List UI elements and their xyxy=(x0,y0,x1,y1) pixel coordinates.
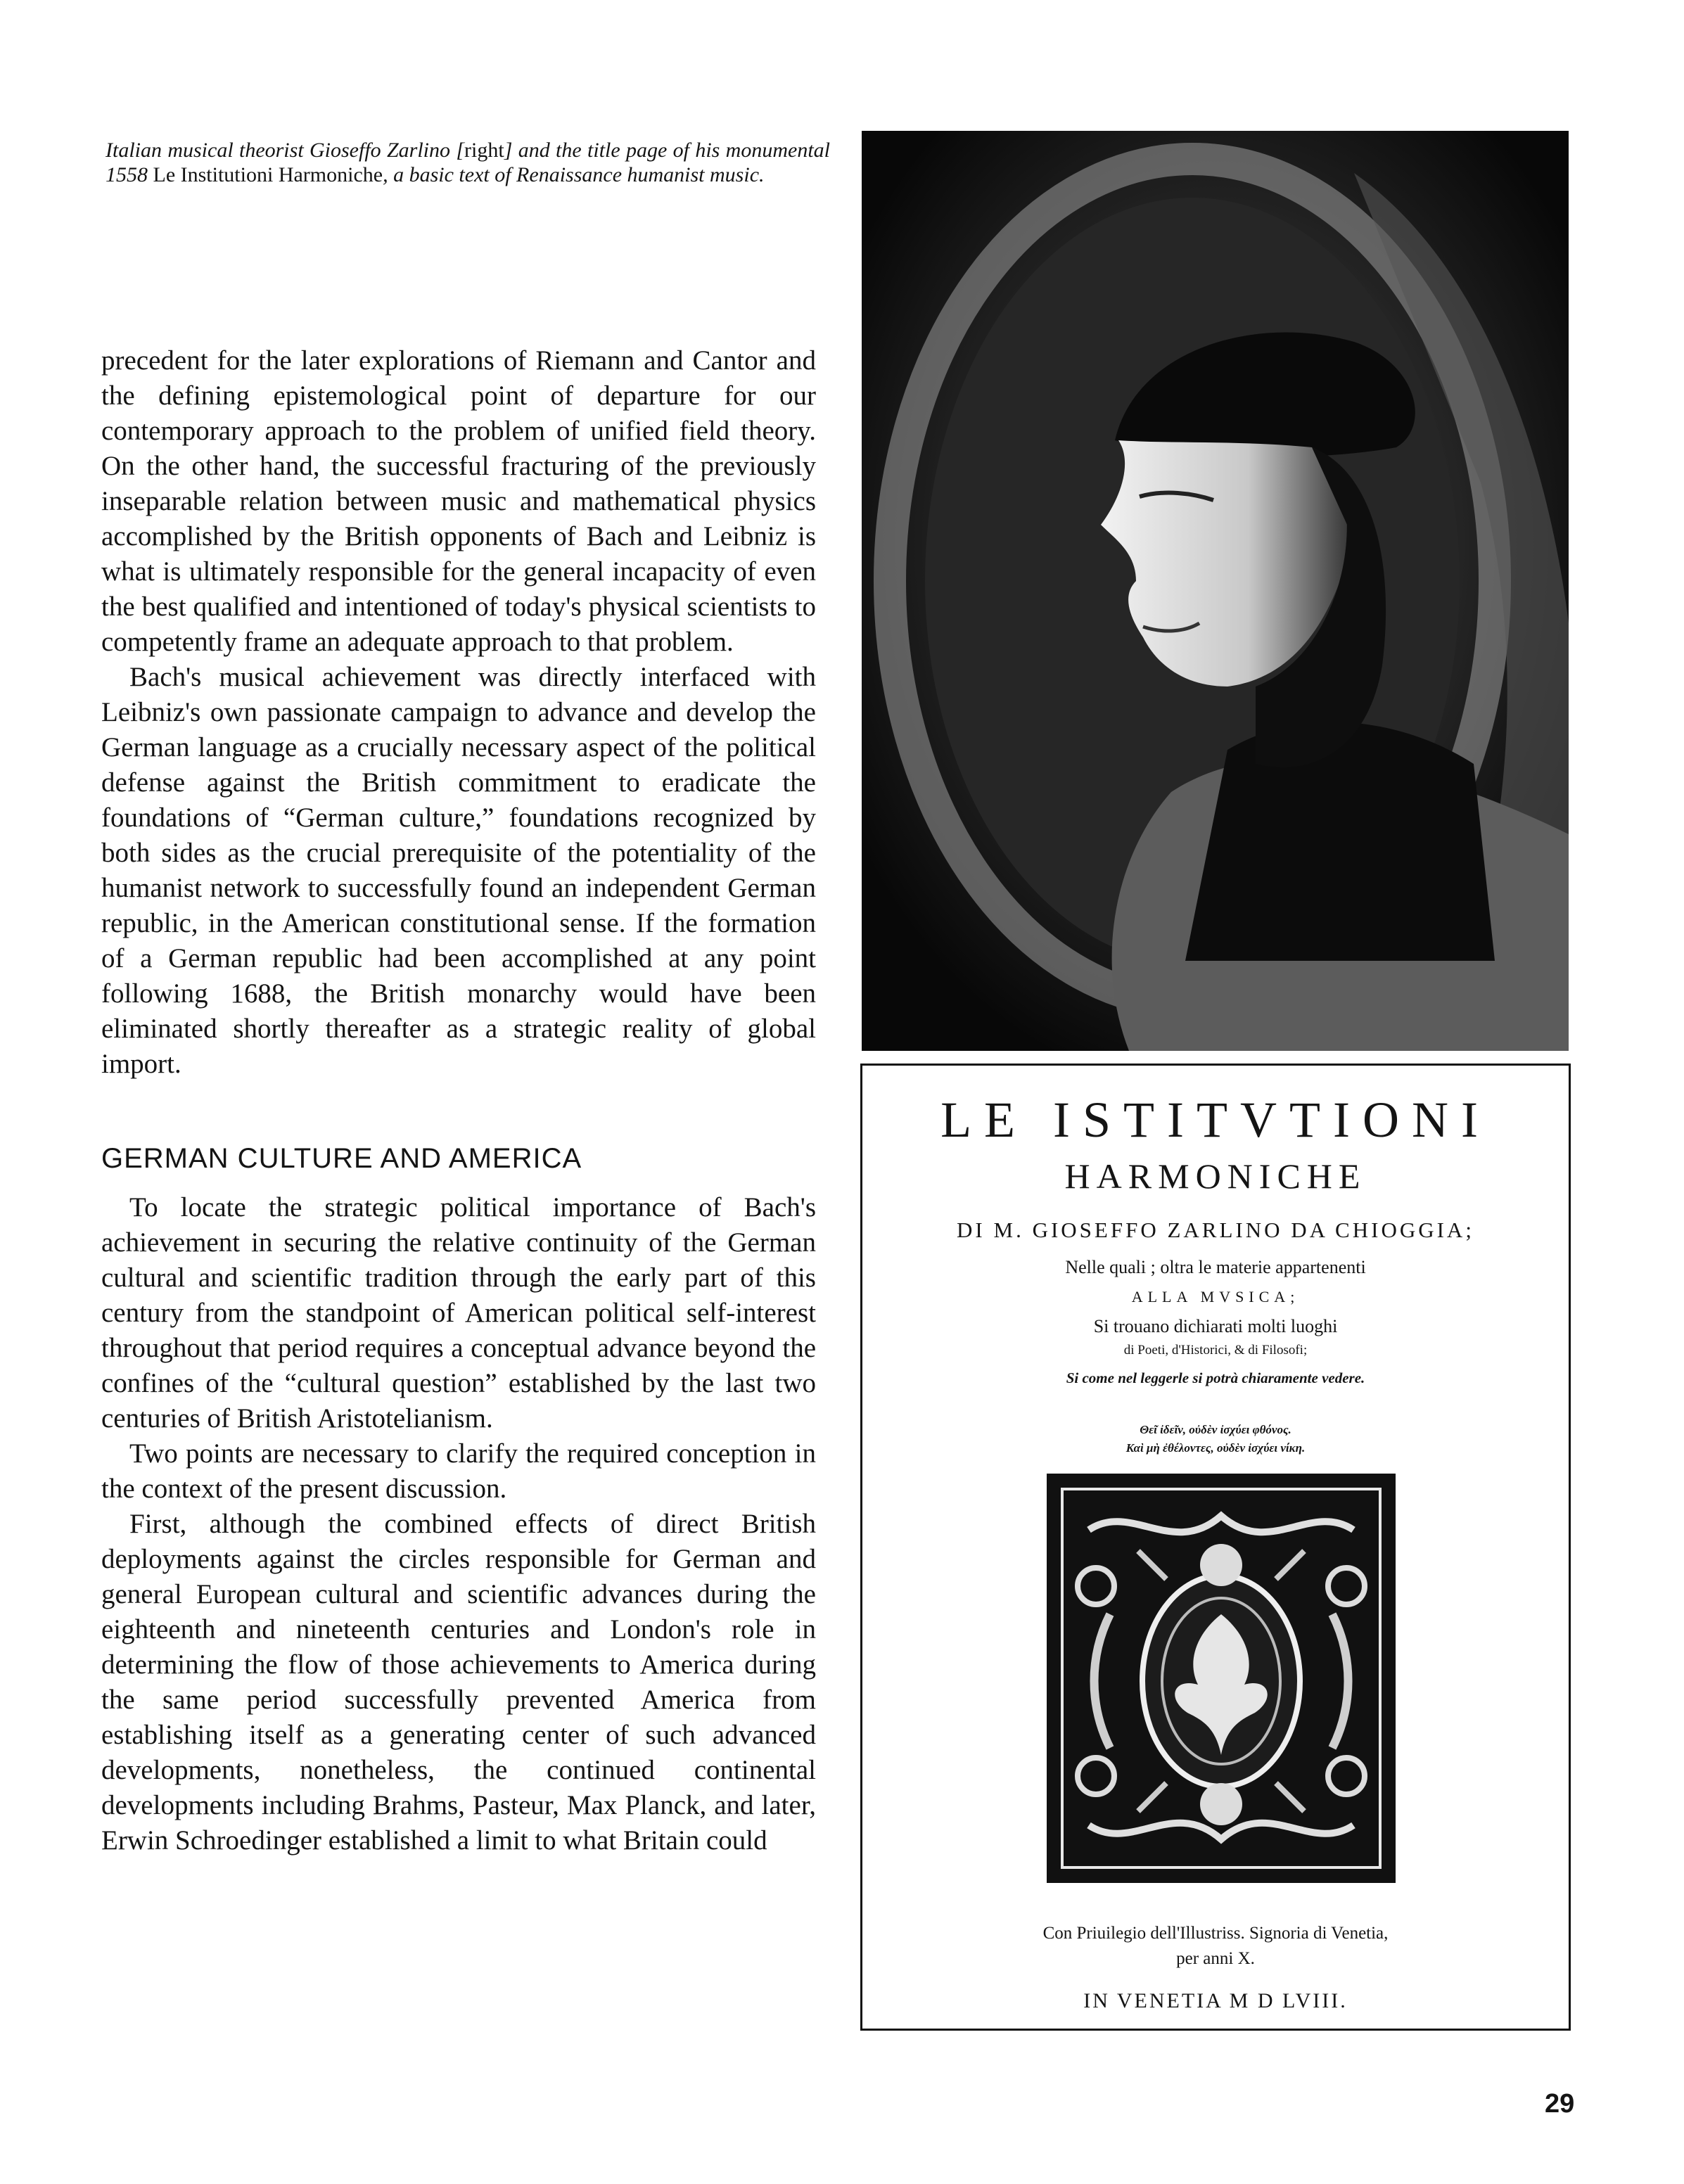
paragraph-3: To locate the strategic political importance of Bach's achievement in securing the relative continuity of the German cultural and scientific tradition through the early part of this century from the standpoint of American political self-interest throughout that period requires a conceptual advance beyond the confines of the “cultural question” established by the last two centuries of British Aristotelianism. xyxy=(101,1192,816,1433)
section-heading: GERMAN CULTURE AND AMERICA xyxy=(101,1143,582,1174)
title-page-desc-3: Si trouano dichiarati molti luoghi xyxy=(1093,1316,1338,1336)
caption-right: right xyxy=(464,139,504,162)
title-page-greek-1: Θεῖ ἰδεῖν, οὐδὲν ἰσχύει φθόνος. xyxy=(1140,1423,1291,1436)
title-page-privilege-1: Con Priuilegio dell'Illustriss. Signoria di Venetia, xyxy=(1042,1924,1389,1943)
caption-text-3: , a basic text of Renaissance humanist music. xyxy=(383,163,765,186)
title-page-image xyxy=(860,1064,1571,2031)
title-page-privilege-2: per anni X. xyxy=(1176,1949,1255,1968)
title-page-author: DI M. GIOSEFFO ZARLINO DA CHIOGGIA; xyxy=(957,1218,1474,1242)
title-page-desc-1: Nelle quali ; oltra le materie appartenenti xyxy=(1065,1257,1366,1277)
paragraph-1: precedent for the later explorations of Riemann and Cantor and the defining epistemological point of departure for our contemporary approach to the problem of unified field theory. On the other hand, the successful fracturing of the previously inseparable relation between music and mathematical physics accomplished by the British opponents of Bach and Leibniz is what is ultimately responsible for the general incapacity of even the best qualified and intentioned of today's physical scientists to competently frame an adequate approach to that problem. xyxy=(101,345,816,657)
paragraph-4: Two points are necessary to clarify the required conception in the context of the present discussion. xyxy=(101,1438,816,1504)
title-page-desc-5: Si come nel leggerle si potrà chiaramente vedere. xyxy=(1066,1369,1365,1386)
zarlino-portrait xyxy=(862,131,1569,1051)
caption-book-title: Le Institutioni Harmoniche xyxy=(153,163,383,186)
title-page-greek-2: Καὶ μὴ ἐθέλοντες, οὐδὲν ἰσχύει νίκη. xyxy=(1125,1441,1306,1455)
caption-text-1: Italian musical theorist Gioseffo Zarlino [ xyxy=(106,139,465,162)
caption-text-2: ] and the title page of his monumental 1558 xyxy=(106,139,830,186)
paragraph-2: Bach's musical achievement was directly interfaced with Leibniz's own passionate campaign to advance and develop the German language as a crucially necessary aspect of the political defense against the British commitment to eradicate the foundations of “German culture,” foundations recognized by both sides as the crucial prerequisite of the potentiality of the humanist network to successfully found an independent German republic, in the American constitutional sense. If the formation of a German republic had been accomplished at any point following 1688, the British monarchy would have been eliminated shortly thereafter as a strategic reality of global import. xyxy=(101,662,816,1079)
paragraph-5: First, although the combined effects of direct British deployments against the circles responsible for German and general European cultural and scientific advances during the eighteenth and nineteenth centuries and London's role in determining the flow of those achievements to America during the same period successfully prevented America from establishing itself as a generating center of such advanced developments, nonetheless, the continued continental developments including Brahms, Pasteur, Max Planck, and later, Erwin Schroedinger established a limit to what Britain could xyxy=(101,1509,816,1856)
title-page-subtitle: HARMONICHE xyxy=(1064,1156,1367,1196)
title-page-imprint: IN VENETIA M D LVIII. xyxy=(1083,1989,1348,2012)
title-page-desc-2: ALLA MVSICA; xyxy=(1131,1288,1300,1305)
printer-device-woodcut xyxy=(1047,1474,1396,1883)
title-page-desc-4: di Poeti, d'Historici, & di Filosofi; xyxy=(1123,1343,1308,1358)
figure-caption xyxy=(106,138,830,187)
page-number: 29 xyxy=(1545,2089,1575,2119)
article-column xyxy=(101,343,816,1858)
title-page-title: LE ISTITVTIONI xyxy=(940,1092,1491,1148)
